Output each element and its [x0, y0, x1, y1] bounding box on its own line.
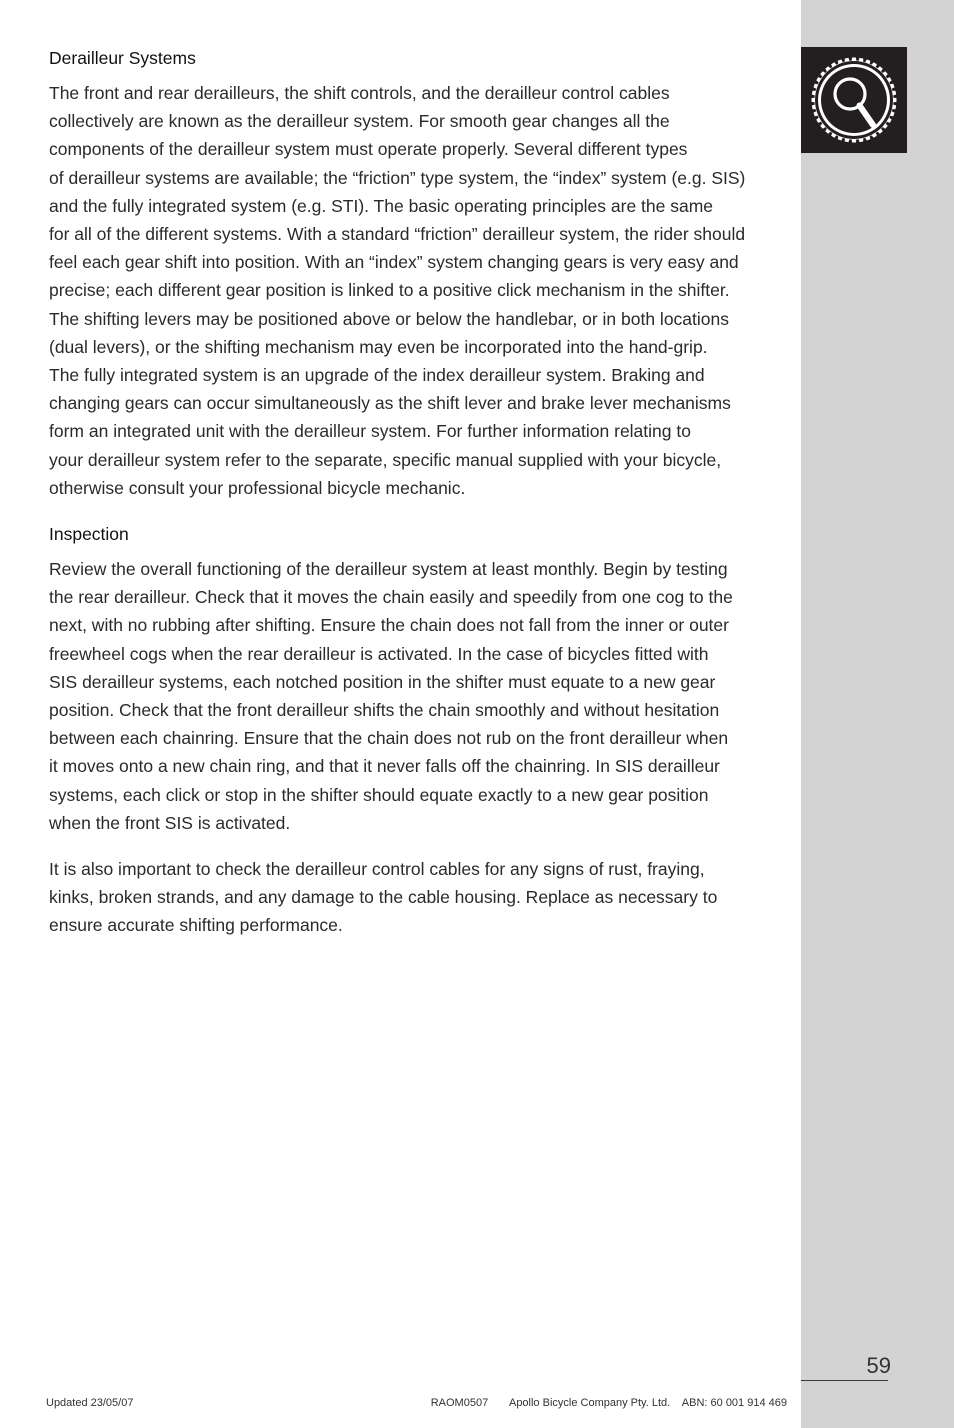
- text-line: form an integrated unit with the derailleur system. For further information relating to: [49, 421, 691, 442]
- page-number-rule: [801, 1380, 888, 1381]
- derailleur-systems-paragraph: [49, 79, 789, 502]
- text-line: position. Check that the front derailleur shifts the chain smoothly and without hesitation: [49, 700, 720, 721]
- text-line: SIS derailleur systems, each notched position in the shifter must equate to a new gear: [49, 671, 716, 692]
- text-line: and the fully integrated system (e.g. STI). The basic operating principles are the same: [49, 195, 714, 216]
- sidebar-band: [801, 0, 954, 1428]
- text-line: The fully integrated system is an upgrade of the index derailleur system. Braking and: [49, 365, 705, 386]
- section-icon-box: [801, 47, 907, 153]
- text-line: feel each gear shift into position. With an “index” system changing gears is very easy and: [49, 252, 739, 273]
- magnifier-gear-icon: [801, 47, 907, 153]
- inspection-paragraph: [49, 555, 789, 837]
- section-heading-inspection: Inspection: [49, 524, 129, 545]
- text-line: freewheel cogs when the rear derailleur is activated. In the case of bicycles fitted with: [49, 643, 709, 664]
- text-line: changing gears can occur simultaneously as the shift lever and brake lever mechanisms: [49, 393, 731, 414]
- text-line: the rear derailleur. Check that it moves the chain easily and speedily from one cog to the: [49, 587, 733, 608]
- text-line: it moves onto a new chain ring, and that it never falls off the chainring. In SIS derailleur: [49, 756, 720, 777]
- text-line: between each chainring. Ensure that the chain does not rub on the front derailleur when: [49, 728, 729, 749]
- text-line: next, with no rubbing after shifting. Ensure the chain does not fall from the inner or outer: [49, 615, 729, 636]
- footer-updated-date: Updated 23/05/07: [46, 1397, 134, 1409]
- text-line: ensure accurate shifting performance.: [49, 915, 343, 936]
- text-line: your derailleur system refer to the separate, specific manual supplied with your bicycle,: [49, 449, 722, 470]
- text-line: for all of the different systems. With a standard “friction” derailleur system, the rider should: [49, 224, 746, 245]
- footer-company-info: RAOM0507 Apollo Bicycle Company Pty. Ltd. ABN: 60 001 914 469: [430, 1397, 787, 1409]
- text-line: when the front SIS is activated.: [49, 812, 291, 833]
- page-content: [49, 44, 789, 940]
- text-line: Review the overall functioning of the derailleur system at least monthly. Begin by testing: [49, 559, 728, 580]
- text-line: components of the derailleur system must operate properly. Several different types: [49, 139, 688, 160]
- text-line: precise; each different gear position is linked to a positive click mechanism in the shifter.: [49, 280, 730, 301]
- text-line: systems, each click or stop in the shifter should equate exactly to a new gear position: [49, 784, 709, 805]
- text-line: collectively are known as the derailleur system. For smooth gear changes all the: [49, 111, 670, 132]
- text-line: The shifting levers may be positioned above or below the handlebar, or in both locations: [49, 308, 730, 329]
- text-line: (dual levers), or the shifting mechanism may even be incorporated into the hand-grip.: [49, 336, 708, 357]
- text-line: It is also important to check the derailleur control cables for any signs of rust, fraying,: [49, 859, 705, 880]
- text-line: of derailleur systems are available; the “friction” type system, the “index” system (e.g. SIS): [49, 167, 746, 188]
- text-line: otherwise consult your professional bicycle mechanic.: [49, 477, 466, 498]
- text-line: kinks, broken strands, and any damage to the cable housing. Replace as necessary to: [49, 887, 718, 908]
- cables-paragraph: [49, 855, 789, 940]
- text-line: The front and rear derailleurs, the shift controls, and the derailleur control cables: [49, 83, 670, 103]
- section-heading-derailleur-systems: Derailleur Systems: [49, 48, 196, 68]
- page-number: 59: [866, 1353, 891, 1378]
